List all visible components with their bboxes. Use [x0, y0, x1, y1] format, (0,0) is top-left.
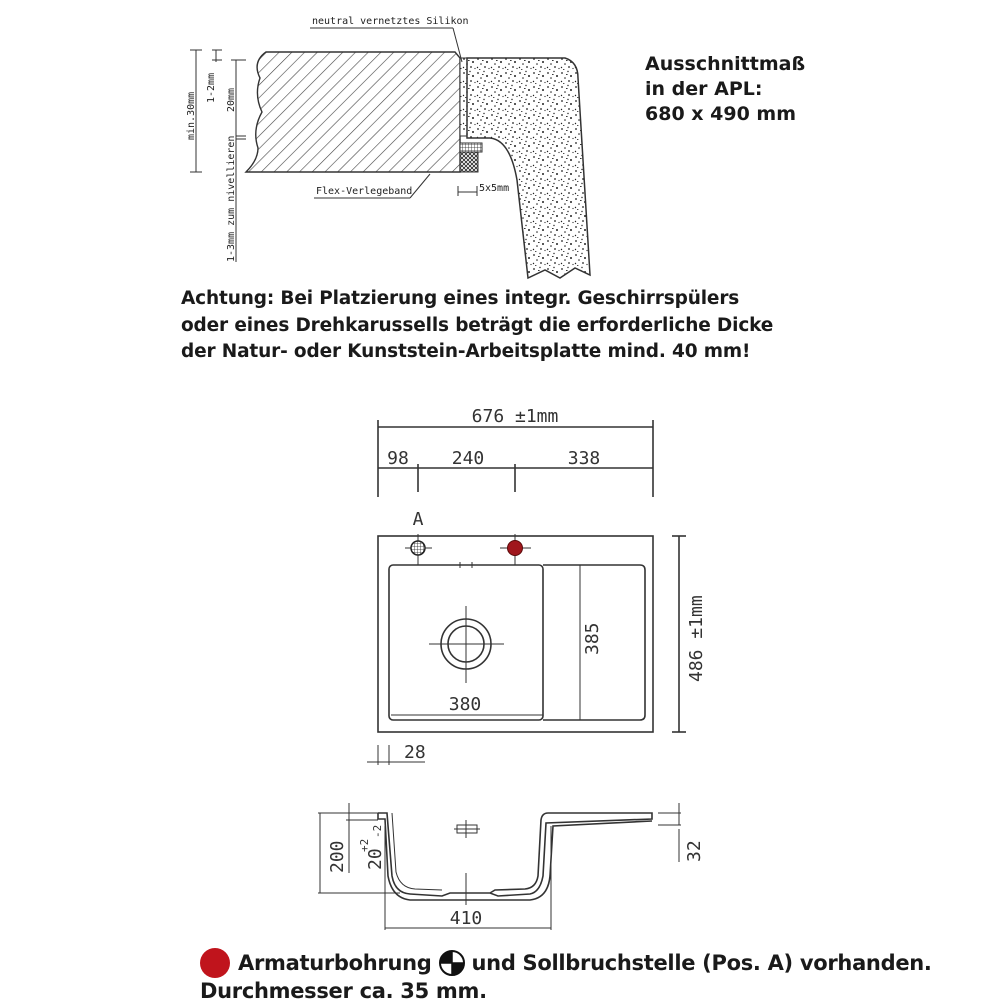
legend	[200, 948, 932, 1005]
segment-240: 240	[451, 448, 485, 469]
knockout-hole-icon	[405, 534, 432, 565]
silicone-label: neutral vernetztes Silikon	[312, 16, 469, 27]
section-detail	[186, 16, 590, 278]
basin-width: 380	[448, 694, 482, 715]
position-a-label: A	[412, 509, 424, 530]
drainer-height: 32	[684, 840, 705, 862]
gap-label: 1-2mm	[206, 72, 217, 103]
cutout-line-2: in der APL:	[645, 78, 763, 100]
rim-offset: 28	[404, 742, 426, 763]
knockout-legend-icon	[438, 949, 466, 977]
warning-line-1: Achtung: Bei Platzierung eines integr. Geschirrspülers	[181, 288, 740, 309]
drain-icon	[429, 606, 504, 683]
countertop-section	[246, 52, 460, 172]
legend-diameter: Durchmesser ca. 35 mm.	[200, 979, 487, 1003]
warning-line-2: oder eines Drehkarussells beträgt die erforderliche Dicke	[181, 314, 774, 336]
leveling-label: 1-3mm zum nivellieren	[226, 135, 237, 262]
cutout-note	[645, 52, 805, 127]
warning-note	[181, 286, 773, 366]
flex-tape-label: Flex-Verlegeband	[316, 186, 413, 197]
segment-98: 98	[387, 448, 409, 469]
warning-line-3: der Natur- oder Kunststein-Arbeitsplatte mind. 40 mm!	[181, 341, 751, 362]
rim-height: 20	[365, 848, 386, 870]
cutout-dimensions: 680 x 490 mm	[645, 103, 797, 125]
overall-height: 486 ±1mm	[686, 595, 707, 682]
segment-338: 338	[567, 448, 601, 469]
overall-width: 676 ±1mm	[471, 406, 559, 427]
tap-hole-legend-icon	[200, 948, 230, 978]
side-basin-width: 410	[449, 908, 483, 929]
depth-dimension: 200	[327, 840, 348, 873]
tol-minus: -2	[371, 824, 384, 838]
tap-hole-icon	[500, 534, 531, 565]
joint-label: 5x5mm	[479, 183, 510, 194]
tap-hole-legend-label: Armaturbohrung	[238, 950, 432, 975]
rim-label: 20mm	[226, 87, 237, 112]
cutout-line-1: Ausschnittmaß	[645, 53, 806, 75]
tol-plus: +2	[358, 838, 371, 852]
drainer-length: 385	[582, 622, 603, 655]
side-view	[318, 803, 705, 930]
min-thickness-label: min.30mm	[186, 91, 197, 140]
sink-rim-section	[467, 58, 590, 278]
legend-text: und Sollbruchstelle (Pos. A) vorhanden.	[471, 950, 932, 975]
top-view	[367, 406, 707, 765]
